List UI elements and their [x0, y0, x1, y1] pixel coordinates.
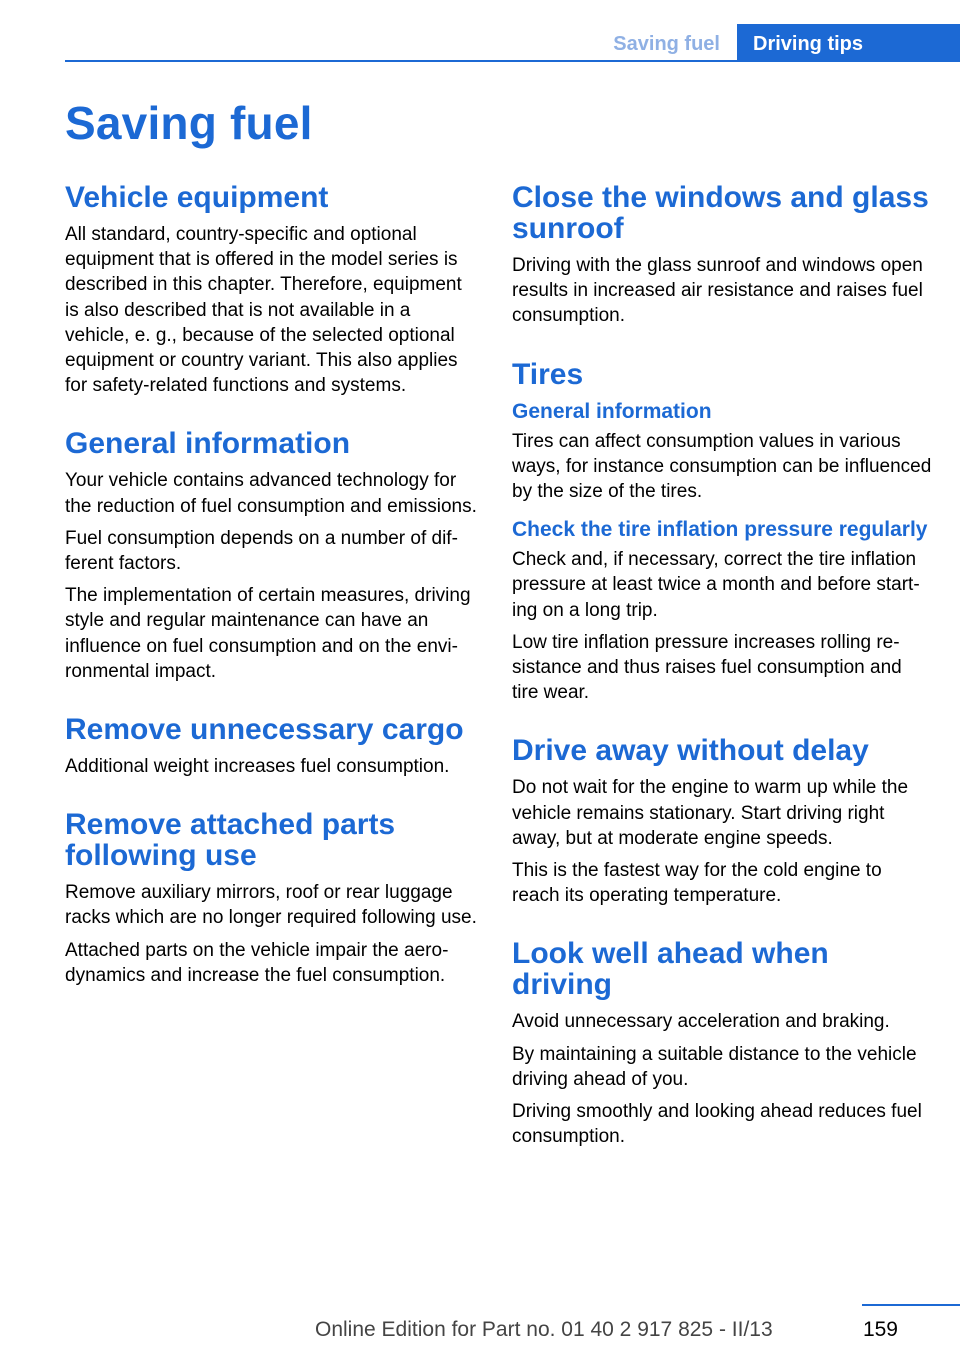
- page-number: 159: [862, 1318, 898, 1341]
- paragraph-general-information-2: Fuel consumption depends on a number of different factors.: [65, 527, 458, 575]
- paragraph-look-ahead-2: By maintaining a suitable distance to the vehicle driving ahead of you.: [512, 1043, 917, 1090]
- subheading-tire-pressure: Check the tire inflation pressure regularly: [512, 518, 928, 542]
- paragraph-look-ahead-1: Avoid unnecessary acceleration and braking.: [512, 1011, 890, 1033]
- subheading-tires-general: General information: [512, 399, 712, 423]
- heading-remove-cargo: Remove unnecessary cargo: [65, 713, 464, 747]
- paragraph-tire-pressure-2: Low tire inflation pressure increases rolling resistance and thus raises fuel consumption and tire wear.: [512, 631, 902, 704]
- heading-close-windows: Close the windows and glass sunroof: [512, 181, 929, 245]
- heading-look-ahead: Look well ahead when driving: [512, 937, 829, 1002]
- right-column: [512, 182, 932, 1156]
- heading-drive-away: Drive away without delay: [512, 734, 869, 768]
- page-title: Saving fuel: [65, 97, 313, 149]
- heading-general-information: General information: [65, 427, 351, 461]
- paragraph-look-ahead-3: Driving smoothly and looking ahead reduces fuel consumption.: [512, 1101, 922, 1148]
- header-divider: [65, 60, 960, 62]
- header-section-label: Saving fuel: [613, 33, 720, 55]
- paragraph-close-windows: Driving with the glass sunroof and windows open results in increased air resistance and raises fuel consumption.: [512, 255, 923, 327]
- left-column: [65, 182, 480, 995]
- paragraph-drive-away-2: This is the fastest way for the cold engine to reach its operating temperature.: [512, 860, 882, 907]
- paragraph-drive-away-1: Do not wait for the engine to warm up while the vehicle remains stationary. Start driving right away, but at moderate engine speeds.: [512, 777, 909, 849]
- paragraph-remove-cargo: Additional weight increases fuel consumption.: [65, 756, 450, 778]
- paragraph-remove-parts-2: Attached parts on the vehicle impair the aerodynamics and increase the fuel consumption.: [65, 939, 449, 986]
- paragraph-vehicle-equipment: All standard, country-specific and optional equipment that is offered in the model series is described in this chapter. Therefore, equipment is also described that is not available in a vehicle, e. g., because of the selected optional equipment or country variant. This also applies for safety-related functions and systems.: [65, 224, 462, 397]
- footer-divider: [862, 1304, 960, 1306]
- paragraph-tires-general: Tires can affect consumption values in various ways, for instance consumption can be influenced by the size of the tires.: [512, 430, 932, 503]
- paragraph-general-information-1: Your vehicle contains advanced technology for the reduction of fuel consumption and emissions.: [65, 470, 477, 517]
- paragraph-remove-parts-1: Remove auxiliary mirrors, roof or rear luggage racks which are no longer required following use.: [65, 882, 477, 929]
- heading-remove-parts: Remove attached parts following use: [65, 808, 396, 873]
- header-chapter-tab: Driving tips: [737, 24, 960, 62]
- paragraph-general-information-3: The implementation of certain measures, driving style and regular maintenance can have an influence on fuel consumption and on the environmental impact.: [65, 585, 471, 682]
- heading-tires: Tires: [512, 357, 584, 391]
- heading-vehicle-equipment: Vehicle equipment: [65, 181, 329, 214]
- edition-watermark: Online Edition for Part no. 01 40 2 917 825 - II/13: [315, 1318, 773, 1341]
- paragraph-tire-pressure-1: Check and, if necessary, correct the tire inflation pressure at least twice a month and before starting on a long trip.: [512, 549, 920, 621]
